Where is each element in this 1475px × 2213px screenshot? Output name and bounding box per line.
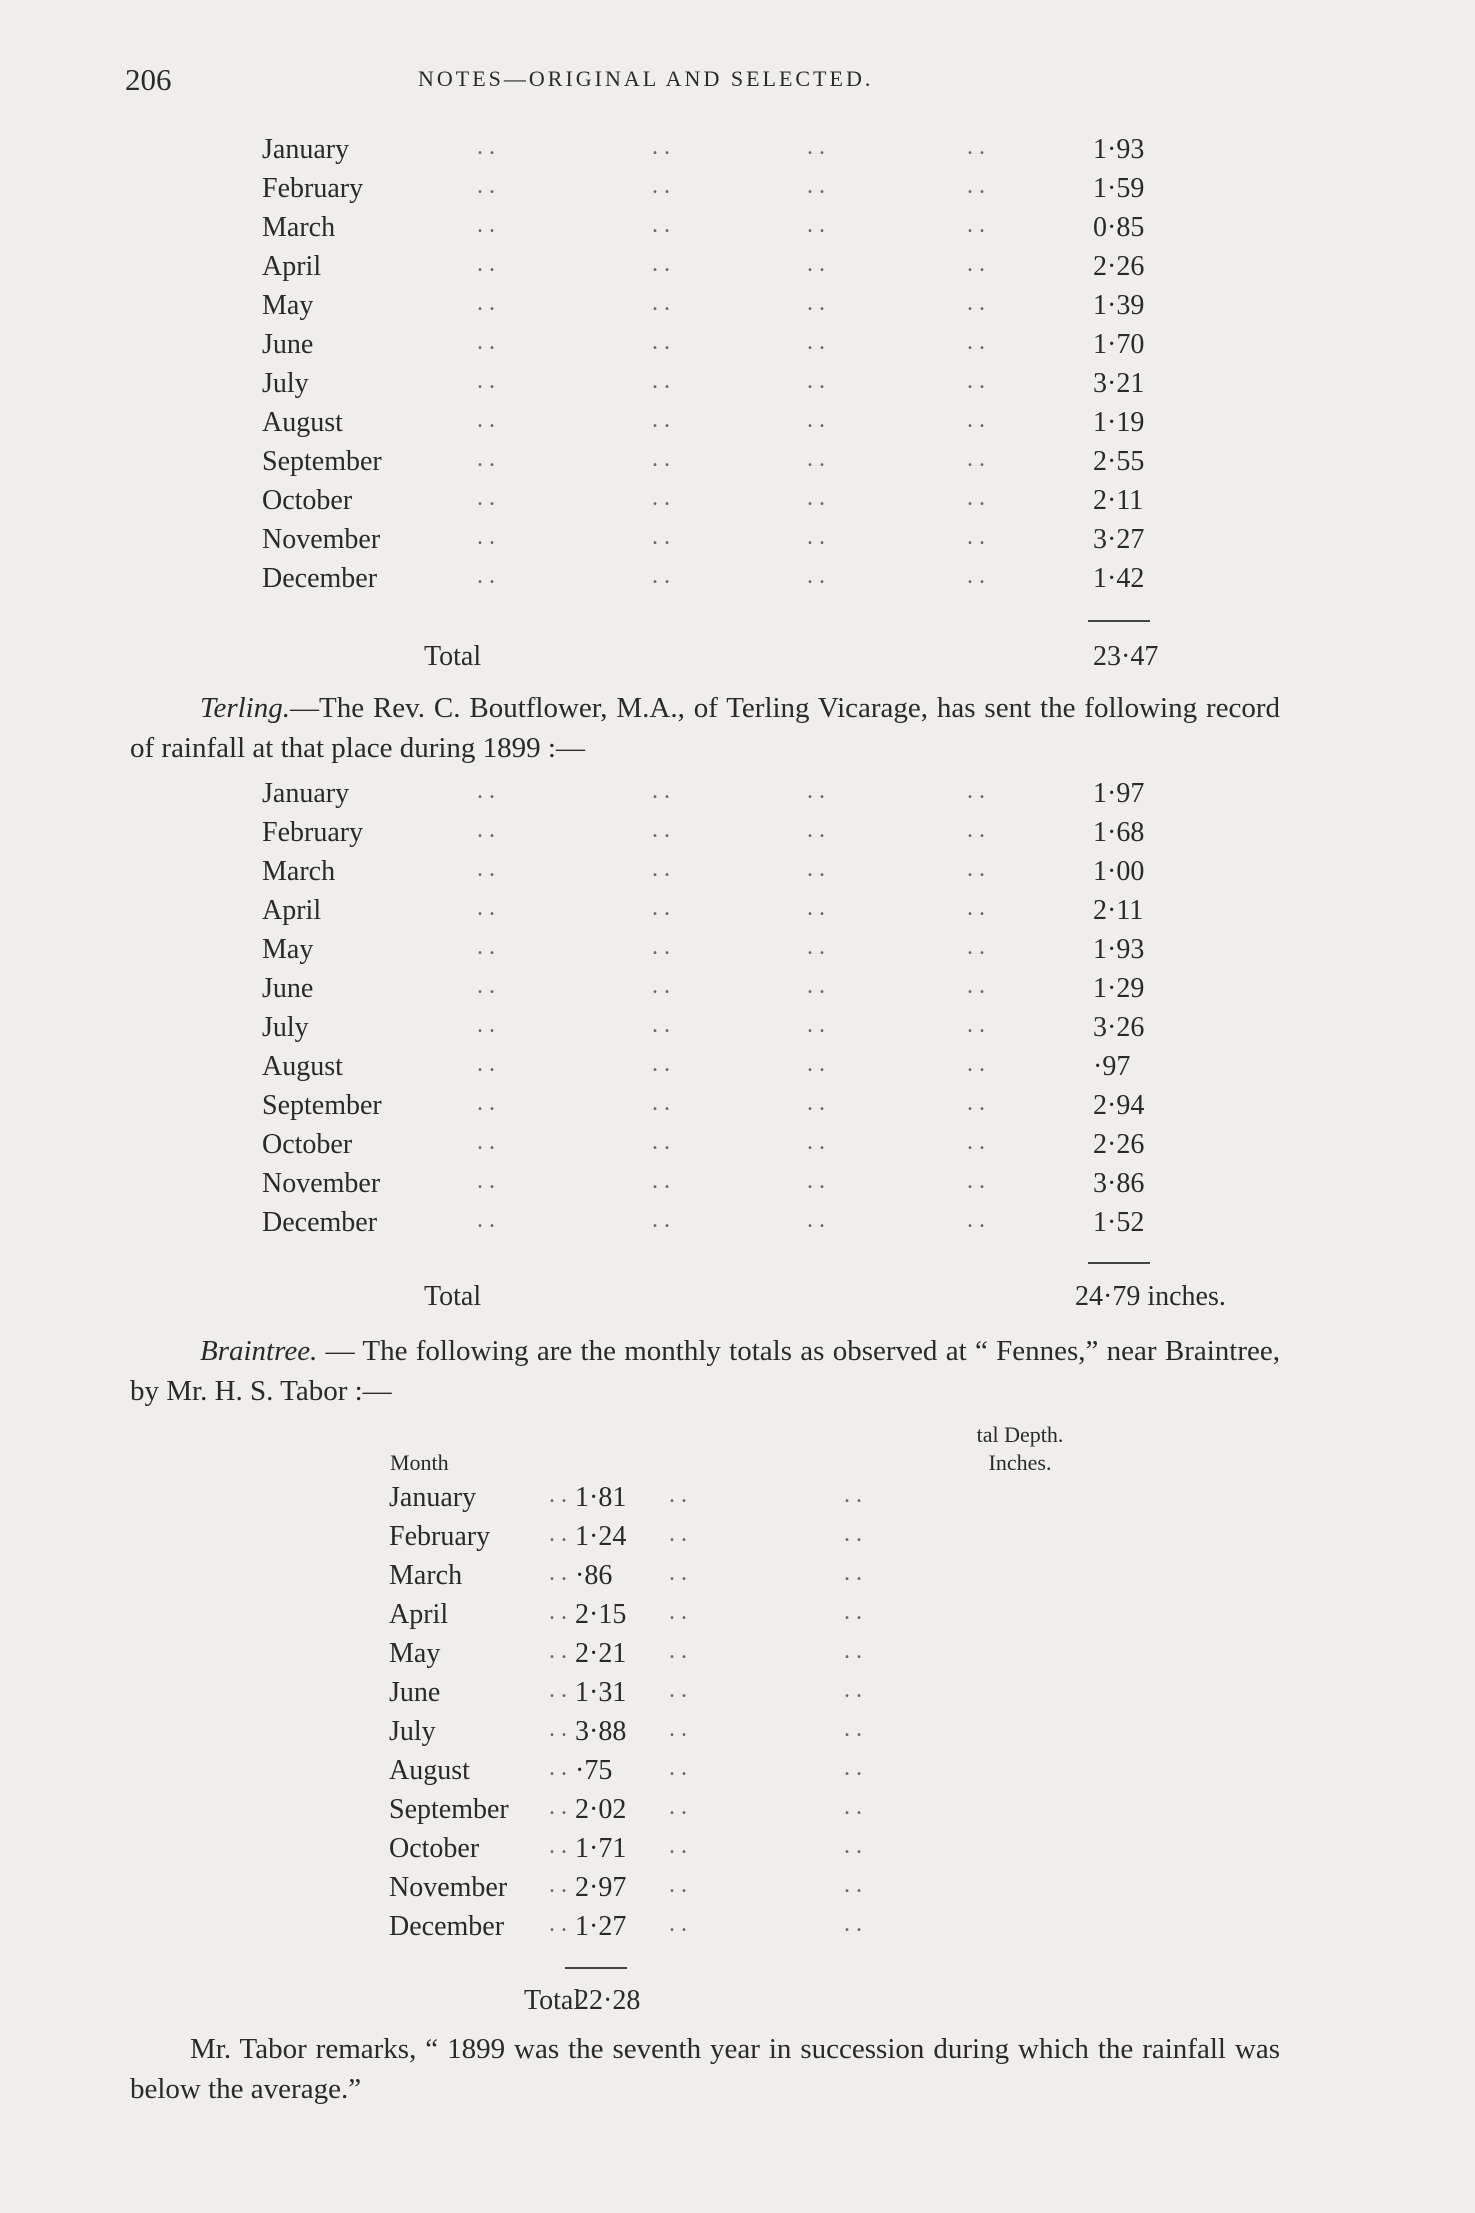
rainfall-value: 2·11 <box>1093 485 1144 516</box>
leader-dots: .. <box>967 251 991 277</box>
month-label: August <box>389 1755 470 1786</box>
total-rule <box>565 1967 627 1969</box>
table-row <box>262 251 1162 287</box>
rainfall-value: 3·86 <box>1093 1168 1145 1199</box>
leader-dots: .. <box>549 1638 573 1664</box>
leader-dots: .. <box>652 173 676 199</box>
table-row <box>262 368 1162 404</box>
table-row <box>262 524 1162 560</box>
table-row <box>262 778 1162 814</box>
leader-dots: .. <box>477 407 501 433</box>
leader-dots: .. <box>967 134 991 160</box>
leader-dots: .. <box>807 856 831 882</box>
total-value: 23·47 <box>1093 641 1159 672</box>
leader-dots: .. <box>967 817 991 843</box>
leader-dots: .. <box>669 1482 693 1508</box>
leader-dots: .. <box>652 1129 676 1155</box>
table-row <box>389 1521 1289 1557</box>
month-label: March <box>262 856 336 887</box>
rainfall-value: 1·93 <box>1093 934 1145 965</box>
running-title: NOTES—ORIGINAL AND SELECTED. <box>418 66 874 91</box>
rainfall-value: 1·97 <box>1093 778 1145 809</box>
braintree-place: Braintree. <box>200 1335 318 1367</box>
rainfall-value: 2·11 <box>1093 895 1144 926</box>
leader-dots: .. <box>844 1482 868 1508</box>
leader-dots: .. <box>549 1872 573 1898</box>
rainfall-value: 2·21 <box>575 1638 627 1669</box>
leader-dots: .. <box>549 1755 573 1781</box>
table-row <box>262 973 1162 1009</box>
rainfall-value: 1·19 <box>1093 407 1145 438</box>
table-row <box>262 1090 1162 1126</box>
leader-dots: .. <box>807 368 831 394</box>
leader-dots: .. <box>549 1560 573 1586</box>
leader-dots: .. <box>477 368 501 394</box>
leader-dots: .. <box>477 251 501 277</box>
table-row <box>262 407 1162 443</box>
leader-dots: .. <box>844 1833 868 1859</box>
leader-dots: .. <box>652 407 676 433</box>
table-row <box>262 446 1162 482</box>
month-column-header: Month <box>390 1450 449 1475</box>
rainfall-value: ·86 <box>575 1560 613 1591</box>
month-label: January <box>262 778 350 809</box>
leader-dots: .. <box>652 563 676 589</box>
table-row <box>389 1482 1289 1518</box>
leader-dots: .. <box>549 1833 573 1859</box>
leader-dots: .. <box>844 1599 868 1625</box>
leader-dots: .. <box>669 1638 693 1664</box>
terling-place: Terling. <box>200 692 290 724</box>
leader-dots: .. <box>844 1521 868 1547</box>
leader-dots: .. <box>549 1599 573 1625</box>
leader-dots: .. <box>807 817 831 843</box>
leader-dots: .. <box>967 407 991 433</box>
leader-dots: .. <box>967 173 991 199</box>
rainfall-value: 3·88 <box>575 1716 627 1747</box>
leader-dots: .. <box>669 1677 693 1703</box>
leader-dots: .. <box>844 1638 868 1664</box>
rainfall-value: 1·00 <box>1093 856 1145 887</box>
leader-dots: .. <box>807 251 831 277</box>
leader-dots: .. <box>652 134 676 160</box>
leader-dots: .. <box>807 524 831 550</box>
month-label: April <box>389 1599 449 1630</box>
total-row <box>262 1281 1262 1317</box>
month-label: December <box>262 563 378 594</box>
leader-dots: .. <box>807 329 831 355</box>
month-label: February <box>262 173 364 204</box>
leader-dots: .. <box>477 856 501 882</box>
rainfall-value: 3·26 <box>1093 1012 1145 1043</box>
leader-dots: .. <box>844 1677 868 1703</box>
month-label: December <box>389 1911 505 1942</box>
rainfall-value: 1·24 <box>575 1521 627 1552</box>
table-row <box>262 485 1162 521</box>
leader-dots: .. <box>669 1872 693 1898</box>
month-label: April <box>262 251 322 282</box>
leader-dots: .. <box>967 1168 991 1194</box>
table-row <box>389 1833 1289 1869</box>
leader-dots: .. <box>967 973 991 999</box>
leader-dots: .. <box>669 1716 693 1742</box>
table-row <box>262 290 1162 326</box>
leader-dots: .. <box>807 1168 831 1194</box>
total-value: 24·79 inches. <box>1075 1281 1226 1312</box>
month-label: August <box>262 407 343 438</box>
total-label: Total <box>524 1985 582 2016</box>
table-row <box>262 817 1162 853</box>
leader-dots: .. <box>967 1207 991 1233</box>
rainfall-value: 2·55 <box>1093 446 1145 477</box>
table-row <box>389 1716 1289 1752</box>
leader-dots: .. <box>477 1207 501 1233</box>
leader-dots: .. <box>652 934 676 960</box>
leader-dots: .. <box>477 895 501 921</box>
rainfall-value: 2·26 <box>1093 251 1145 282</box>
leader-dots: .. <box>477 563 501 589</box>
leader-dots: .. <box>652 368 676 394</box>
total-row <box>389 1985 1389 2021</box>
leader-dots: .. <box>652 1168 676 1194</box>
table-row <box>262 1207 1162 1243</box>
leader-dots: .. <box>652 856 676 882</box>
leader-dots: .. <box>652 1090 676 1116</box>
leader-dots: .. <box>967 368 991 394</box>
leader-dots: .. <box>549 1716 573 1742</box>
leader-dots: .. <box>549 1482 573 1508</box>
leader-dots: .. <box>669 1911 693 1937</box>
rainfall-value: 1·93 <box>1093 134 1145 165</box>
leader-dots: .. <box>669 1755 693 1781</box>
leader-dots: .. <box>967 1012 991 1038</box>
month-label: November <box>389 1872 508 1903</box>
leader-dots: .. <box>967 895 991 921</box>
leader-dots: .. <box>477 446 501 472</box>
leader-dots: .. <box>669 1833 693 1859</box>
table-row <box>389 1911 1289 1947</box>
leader-dots: .. <box>477 1051 501 1077</box>
leader-dots: .. <box>652 290 676 316</box>
total-rule <box>1088 620 1150 622</box>
leader-dots: .. <box>967 1129 991 1155</box>
rainfall-value: 3·27 <box>1093 524 1145 555</box>
total-row <box>262 641 1262 677</box>
leader-dots: .. <box>477 817 501 843</box>
leader-dots: .. <box>477 524 501 550</box>
month-label: November <box>262 524 381 555</box>
month-label: March <box>389 1560 463 1591</box>
month-label: January <box>389 1482 477 1513</box>
leader-dots: .. <box>844 1794 868 1820</box>
leader-dots: .. <box>652 446 676 472</box>
leader-dots: .. <box>807 173 831 199</box>
month-label: November <box>262 1168 381 1199</box>
leader-dots: .. <box>549 1911 573 1937</box>
closing-text: Mr. Tabor remarks, “ 1899 was the seventh year in succession during which the rainfall was below the average.” <box>130 2033 1280 2105</box>
leader-dots: .. <box>477 934 501 960</box>
leader-dots: .. <box>807 895 831 921</box>
leader-dots: .. <box>669 1599 693 1625</box>
page-number: 206 <box>125 62 172 97</box>
leader-dots: .. <box>652 973 676 999</box>
leader-dots: .. <box>477 329 501 355</box>
month-label: May <box>262 934 314 965</box>
leader-dots: .. <box>807 934 831 960</box>
month-label: February <box>389 1521 491 1552</box>
rainfall-value: 2·94 <box>1093 1090 1145 1121</box>
leader-dots: .. <box>807 290 831 316</box>
leader-dots: .. <box>967 446 991 472</box>
table-row <box>262 1129 1162 1165</box>
depth-column-header <box>940 1421 1100 1477</box>
month-label: January <box>262 134 350 165</box>
leader-dots: .. <box>844 1716 868 1742</box>
leader-dots: .. <box>477 173 501 199</box>
month-label: May <box>262 290 314 321</box>
table-row <box>262 895 1162 931</box>
month-label: September <box>389 1794 509 1825</box>
leader-dots: .. <box>477 973 501 999</box>
month-label: April <box>262 895 322 926</box>
leader-dots: .. <box>807 1207 831 1233</box>
leader-dots: .. <box>652 524 676 550</box>
leader-dots: .. <box>652 895 676 921</box>
month-label: October <box>262 485 353 516</box>
month-label: June <box>262 973 314 1004</box>
leader-dots: .. <box>807 407 831 433</box>
rainfall-value: 1·70 <box>1093 329 1145 360</box>
leader-dots: .. <box>844 1872 868 1898</box>
depth-header-line-2: Inches. <box>988 1450 1052 1475</box>
rainfall-value: 1·27 <box>575 1911 627 1942</box>
table-row <box>389 1794 1289 1830</box>
leader-dots: .. <box>807 134 831 160</box>
leader-dots: .. <box>477 778 501 804</box>
leader-dots: .. <box>652 778 676 804</box>
leader-dots: .. <box>652 1051 676 1077</box>
rainfall-value: ·75 <box>575 1755 613 1786</box>
table-row <box>262 934 1162 970</box>
table-row <box>262 1051 1162 1087</box>
leader-dots: .. <box>807 1051 831 1077</box>
month-label: February <box>262 817 364 848</box>
table-row <box>389 1872 1289 1908</box>
table-row <box>262 1168 1162 1204</box>
terling-text: —The Rev. C. Boutflower, M.A., of Terling Vicarage, has sent the following record of rainfall at that place during 1899 :— <box>130 692 1280 764</box>
rainfall-value: 2·15 <box>575 1599 627 1630</box>
leader-dots: .. <box>967 485 991 511</box>
leader-dots: .. <box>652 1207 676 1233</box>
rainfall-value: 1·68 <box>1093 817 1145 848</box>
braintree-text: — The following are the monthly totals as observed at “ Fennes,” near Braintree, by Mr. H. S. Tabor :— <box>130 1335 1280 1407</box>
leader-dots: .. <box>844 1911 868 1937</box>
terling-paragraph <box>130 688 1280 768</box>
table-row <box>262 134 1162 170</box>
month-label: August <box>262 1051 343 1082</box>
leader-dots: .. <box>652 485 676 511</box>
leader-dots: .. <box>807 973 831 999</box>
leader-dots: .. <box>652 251 676 277</box>
leader-dots: .. <box>477 134 501 160</box>
leader-dots: .. <box>807 778 831 804</box>
leader-dots: .. <box>967 1090 991 1116</box>
leader-dots: .. <box>477 212 501 238</box>
total-label: Total <box>424 641 482 672</box>
leader-dots: .. <box>807 446 831 472</box>
month-label: October <box>389 1833 480 1864</box>
leader-dots: .. <box>669 1560 693 1586</box>
rainfall-value: 1·81 <box>575 1482 627 1513</box>
leader-dots: .. <box>967 524 991 550</box>
table-row <box>389 1560 1289 1596</box>
leader-dots: .. <box>652 212 676 238</box>
month-label: October <box>262 1129 353 1160</box>
leader-dots: .. <box>807 1090 831 1116</box>
month-label: July <box>262 1012 309 1043</box>
month-label: June <box>389 1677 441 1708</box>
table-row <box>262 173 1162 209</box>
leader-dots: .. <box>967 856 991 882</box>
month-label: July <box>262 368 309 399</box>
rainfall-value: 1·42 <box>1093 563 1145 594</box>
leader-dots: .. <box>967 290 991 316</box>
leader-dots: .. <box>669 1521 693 1547</box>
rainfall-value: 1·39 <box>1093 290 1145 321</box>
leader-dots: .. <box>652 329 676 355</box>
leader-dots: .. <box>549 1521 573 1547</box>
leader-dots: .. <box>967 778 991 804</box>
leader-dots: .. <box>807 1012 831 1038</box>
leader-dots: .. <box>967 329 991 355</box>
rainfall-value: 1·29 <box>1093 973 1145 1004</box>
total-label: Total <box>424 1281 482 1312</box>
leader-dots: .. <box>807 485 831 511</box>
leader-dots: .. <box>477 1090 501 1116</box>
month-label: March <box>262 212 336 243</box>
rainfall-value: 1·59 <box>1093 173 1145 204</box>
rainfall-value: 2·02 <box>575 1794 627 1825</box>
table-row <box>262 1012 1162 1048</box>
table-row <box>389 1677 1289 1713</box>
table-row <box>262 329 1162 365</box>
rainfall-value: 1·71 <box>575 1833 627 1864</box>
table-row <box>262 212 1162 248</box>
rainfall-value: 2·26 <box>1093 1129 1145 1160</box>
rainfall-value: 0·85 <box>1093 212 1145 243</box>
month-label: May <box>389 1638 441 1669</box>
total-value: 22·28 <box>575 1985 641 2016</box>
leader-dots: .. <box>967 563 991 589</box>
leader-dots: .. <box>967 212 991 238</box>
leader-dots: .. <box>477 1168 501 1194</box>
depth-header-line-1: tal Depth. <box>976 1422 1064 1447</box>
page-header <box>0 62 1475 102</box>
braintree-paragraph <box>130 1331 1280 1411</box>
month-label: September <box>262 1090 382 1121</box>
leader-dots: .. <box>807 212 831 238</box>
rainfall-value: 3·21 <box>1093 368 1145 399</box>
closing-paragraph <box>130 2029 1280 2109</box>
rainfall-value: 2·97 <box>575 1872 627 1903</box>
table-row <box>389 1599 1289 1635</box>
total-rule <box>1088 1262 1150 1264</box>
leader-dots: .. <box>844 1755 868 1781</box>
rainfall-value: 1·31 <box>575 1677 627 1708</box>
leader-dots: .. <box>652 1012 676 1038</box>
rainfall-value: ·97 <box>1093 1051 1131 1082</box>
leader-dots: .. <box>652 817 676 843</box>
rainfall-value: 1·52 <box>1093 1207 1145 1238</box>
leader-dots: .. <box>477 290 501 316</box>
leader-dots: .. <box>669 1794 693 1820</box>
leader-dots: .. <box>807 563 831 589</box>
leader-dots: .. <box>844 1560 868 1586</box>
leader-dots: .. <box>477 1129 501 1155</box>
month-label: June <box>262 329 314 360</box>
month-label: July <box>389 1716 436 1747</box>
month-label: December <box>262 1207 378 1238</box>
table-row <box>389 1755 1289 1791</box>
table-row <box>389 1638 1289 1674</box>
table-row <box>262 856 1162 892</box>
month-label: September <box>262 446 382 477</box>
leader-dots: .. <box>477 1012 501 1038</box>
leader-dots: .. <box>549 1794 573 1820</box>
leader-dots: .. <box>549 1677 573 1703</box>
leader-dots: .. <box>967 934 991 960</box>
leader-dots: .. <box>807 1129 831 1155</box>
table-row <box>262 563 1162 599</box>
leader-dots: .. <box>967 1051 991 1077</box>
leader-dots: .. <box>477 485 501 511</box>
